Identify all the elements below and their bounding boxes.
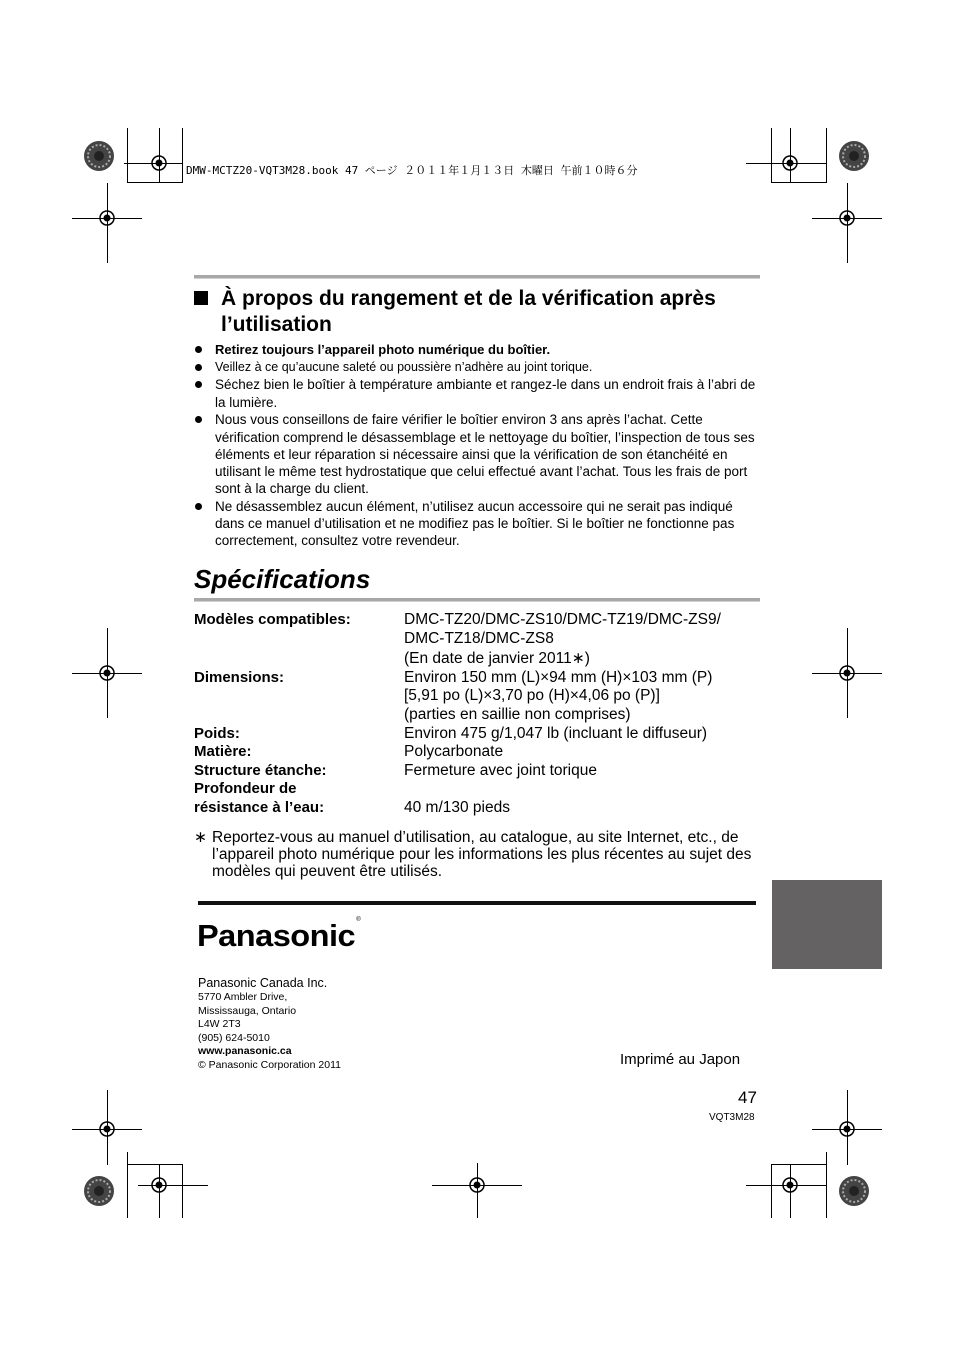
bullet-dot-icon [195,346,202,353]
crop-mark [182,128,183,183]
address-line: Mississauga, Ontario [198,1004,297,1017]
brand-logo: Panasonic® [197,916,361,953]
registration-rosette-icon [838,140,870,172]
spec-label: Modèles compatibles: [194,611,351,628]
side-tab [772,880,882,969]
footnote-text: Reportez-vous au manuel d’utilisation, au catalogue, au site Internet, etc., de l’appareil photo numérique pour les informations les plus récentes au sujet des modèles qui peuvent être utilisés. [212,829,752,880]
crop-mark [127,128,128,183]
page-number: 47 [738,1088,757,1107]
specifications-heading: Spécifications [194,564,371,594]
list-item: Ne désassemblez aucun élément, n’utilisez aucun accessoire qui ne serait pas indiqué dans ce manuel d’utilisation et ne modifiez pas le boîtier. Si le boîtier ne fonctionne pas correctement, consultez votre revendeur. [194,498,759,550]
registration-rosette-icon [838,1175,870,1207]
spec-value: 40 m/130 pieds [404,798,510,816]
crop-mark [127,1152,128,1218]
storage-bullet-list [194,341,759,550]
spec-row-depth [194,780,764,817]
footer-rule [198,901,756,905]
website-link[interactable]: www.panasonic.ca [198,1045,292,1057]
bullet-dot-icon [195,381,202,388]
crop-mark [771,128,772,183]
footnote [194,829,764,880]
printed-in: Imprimé au Japon [620,1051,741,1068]
spec-label: Profondeur de résistance à l’eau: [194,780,325,816]
registration-target-icon [149,153,169,173]
section-rule [194,275,760,279]
bullet-dot-icon [195,364,202,371]
spec-row-weight [194,725,764,744]
address-line: (905) 624-5010 [198,1031,270,1044]
registration-target-icon [837,1119,857,1139]
registered-mark: ® [356,916,361,923]
spec-value: Fermeture avec joint torique [404,761,597,779]
file-header: DMW-MCTZ20-VQT3M28.book 47 ページ ２０１１年１月１３日 木曜日 午前１０時６分 [186,164,638,177]
crop-mark [771,182,826,183]
spec-table [194,611,764,818]
registration-target-icon [837,208,857,228]
spec-value: Environ 475 g/1,047 lb (incluant le diffuseur) [404,724,708,742]
registration-rosette-icon [83,1175,115,1207]
registration-target-icon [780,153,800,173]
spec-value: Polycarbonate [404,743,504,761]
crop-mark [826,128,827,183]
section-rule [194,598,760,602]
address-line: L4W 2T3 [198,1018,241,1030]
spec-row-seal [194,762,764,781]
spec-label: Poids: [194,724,240,742]
section-heading-text: À propos du rangement et de la vérification après l’utilisation [221,287,716,336]
spec-row-dimensions [194,669,764,725]
crop-mark [127,1164,182,1165]
crop-mark [771,1164,826,1165]
crop-mark [127,182,182,183]
registration-target-icon [97,208,117,228]
spec-value: DMC-TZ20/DMC-ZS10/DMC-TZ19/DMC-ZS9/ DMC-TZ18/DMC-ZS8 (En date de janvier 2011∗) [404,611,721,668]
spec-row-models [194,611,764,669]
registration-target-icon [837,663,857,683]
bullet-dot-icon [195,503,202,510]
list-item: Retirez toujours l’appareil photo numérique du boîtier. [194,341,759,358]
company-address [198,976,341,1072]
spec-label: Matière: [194,743,252,761]
spec-label: Structure étanche: [194,761,327,779]
address-line: 5770 Ambler Drive, [198,991,288,1003]
list-item: Veillez à ce qu’aucune saleté ou poussière n’adhère au joint torique. [194,359,759,376]
registration-target-icon [97,663,117,683]
crop-mark [771,1164,772,1218]
bullet-dot-icon [195,416,202,423]
registration-rosette-icon [83,140,115,172]
crop-mark [182,1164,183,1218]
registration-target-icon [467,1175,487,1195]
square-bullet-icon [194,291,208,305]
spec-row-material [194,743,764,762]
asterisk-icon: ∗ [194,829,207,846]
spec-label: Dimensions: [194,668,285,686]
section-heading [194,286,764,338]
list-item: Nous vous conseillons de faire vérifier le boîtier environ 3 ans après l’achat. Cette vérification comprend le désassemblage et le nettoyage du boîtier, l’inspection de tous ses éléments et leur réparation si nécessaire ainsi que la vérification de son étanchéité en utilisant le même test hydrostatique que celui effectué avant l’achat. Tous les frais de port sont à la charge du client. [194,411,759,497]
crop-mark [826,1152,827,1218]
spec-value: Environ 150 mm (L)×94 mm (H)×103 mm (P) [5,91 po (L)×3,70 po (H)×4,06 po (P)] (parties en saillie non comprises) [404,668,713,723]
registration-target-icon [97,1119,117,1139]
company-name: Panasonic Canada Inc. [198,976,328,990]
registration-target-icon [149,1175,169,1195]
registration-target-icon [780,1175,800,1195]
document-code: VQT3M28 [709,1112,755,1123]
list-item: Séchez bien le boîtier à température ambiante et rangez-le dans un endroit frais à l’abri de la lumière. [194,376,759,410]
copyright: © Panasonic Corporation 2011 [198,1058,341,1071]
